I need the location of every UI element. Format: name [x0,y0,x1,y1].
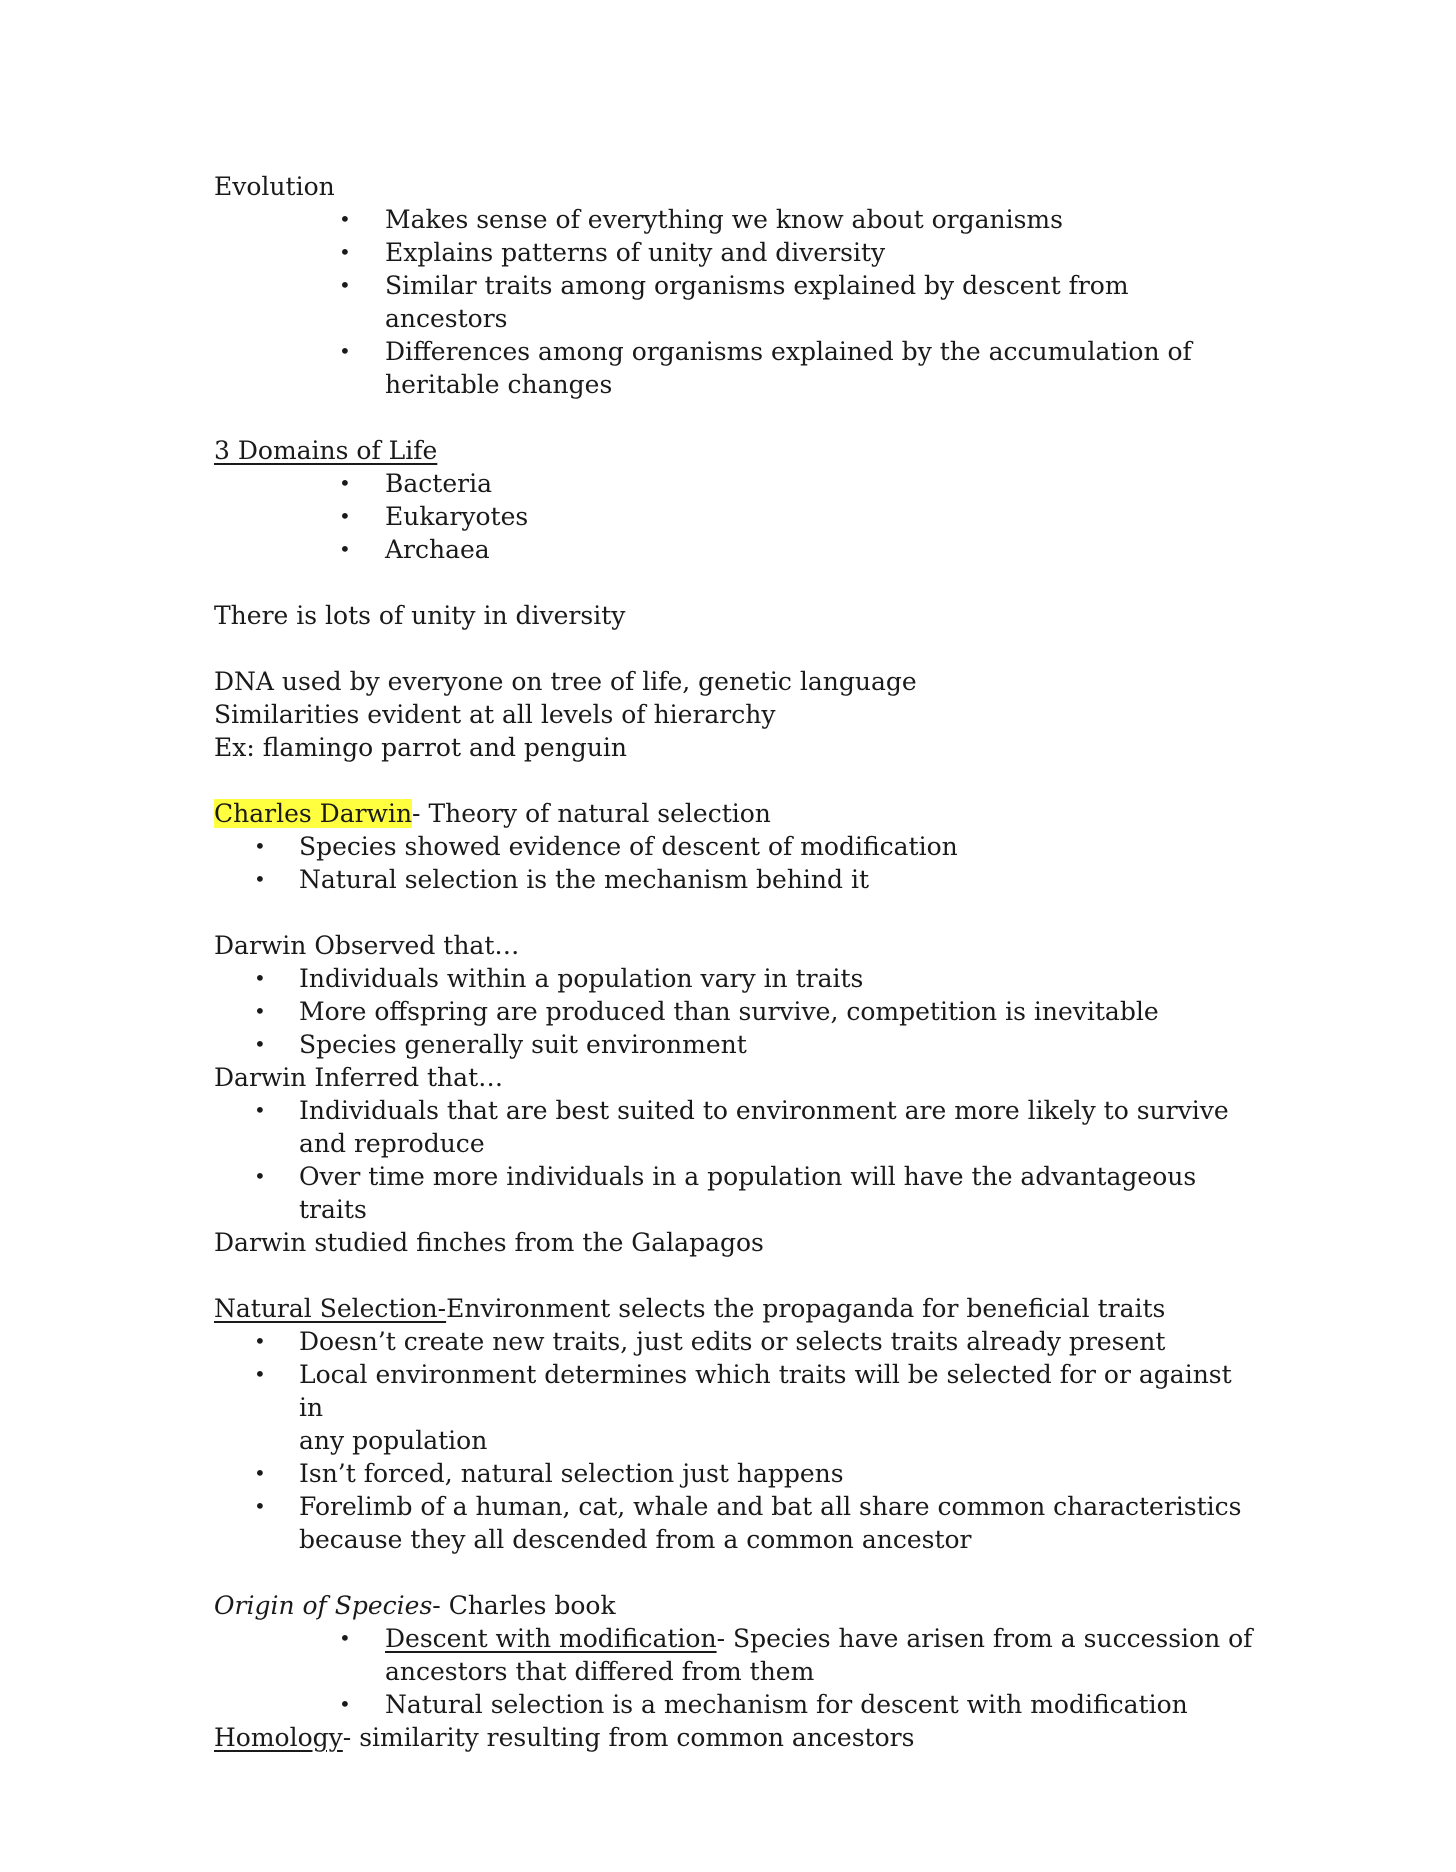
list-item: • Natural selection is the mechanism behind it [254,865,870,894]
bullet-icon: • [339,207,351,231]
dna-line: Ex: flamingo parrot and penguin [214,733,628,762]
homology-heading: Homology- similarity resulting from common ancestors [214,1723,915,1752]
observed-list [214,962,1254,1061]
observed-heading: Darwin Observed that… [214,931,520,960]
list-item: • Bacteria [339,469,492,498]
origin-list [214,1622,1254,1721]
bullet-icon: • [254,1494,266,1518]
list-item: • Doesn’t create new traits, just edits or selects traits already present [254,1327,1166,1356]
list-item: • Individuals within a population vary in traits [254,964,864,993]
dna-line: DNA used by everyone on tree of life, genetic language [214,667,917,696]
domains-list [214,467,1254,566]
bullet-icon: • [254,1362,266,1386]
list-item: • Makes sense of everything we know about organisms [339,205,1063,234]
list-item-continuation: ancestors that differed from them [385,1657,815,1686]
finches-line: Darwin studied finches from the Galapagos [214,1228,764,1257]
bullet-icon: • [339,1692,351,1716]
natural-selection-heading: Natural Selection-Environment selects the propaganda for beneficial traits [214,1294,1166,1323]
natural-selection-list [214,1325,1254,1556]
bullet-icon: • [254,867,266,891]
dna-line: Similarities evident at all levels of hierarchy [214,700,776,729]
list-item: • Eukaryotes [339,502,529,531]
list-item: • Natural selection is a mechanism for descent with modification [339,1690,1188,1719]
list-item: • More offspring are produced than survive, competition is inevitable [254,997,1159,1026]
origin-heading: Origin of Species- Charles book [214,1591,616,1620]
list-item-continuation: and reproduce [299,1129,485,1158]
list-item: • Forelimb of a human, cat, whale and bat all share common characteristics [254,1492,1242,1521]
unity-line: There is lots of unity in diversity [214,601,626,630]
inferred-heading: Darwin Inferred that… [214,1063,504,1092]
darwin-list [214,830,1254,896]
list-item: • Individuals that are best suited to environment are more likely to survive [254,1096,1229,1125]
bullet-icon: • [254,966,266,990]
bullet-icon: • [254,834,266,858]
bullet-icon: • [254,1164,266,1188]
bullet-icon: • [254,1032,266,1056]
highlighted-term: Charles Darwin [214,799,413,828]
bullet-icon: • [339,240,351,264]
list-item: • Isn’t forced, natural selection just happens [254,1459,844,1488]
list-item: • Descent with modification- Species have arisen from a succession of [339,1624,1253,1653]
evolution-heading: Evolution [214,172,335,201]
list-item-continuation: heritable changes [385,370,613,399]
bullet-icon: • [339,504,351,528]
bullet-icon: • [339,273,351,297]
list-item: • Archaea [339,535,490,564]
bullet-icon: • [254,1461,266,1485]
bullet-icon: • [254,999,266,1023]
inferred-list [214,1094,1254,1226]
bullet-icon: • [254,1098,266,1122]
list-item: • Similar traits among organisms explained by descent from ancestors [339,271,1129,333]
list-item-continuation: any population [299,1426,488,1455]
domains-heading: 3 Domains of Life [214,436,438,465]
list-item: • Differences among organisms explained by the accumulation of [339,337,1192,366]
list-item: • Species generally suit environment [254,1030,747,1059]
notes-body [214,170,1254,1754]
evolution-list [214,203,1254,401]
bullet-icon: • [339,339,351,363]
list-item: • Species showed evidence of descent of modification [254,832,958,861]
bullet-icon: • [339,1626,351,1650]
list-item-continuation: because they all descended from a common ancestor [299,1525,972,1554]
list-item: • Explains patterns of unity and diversity [339,238,886,267]
list-item: • Over time more individuals in a population will have the advantageous traits [254,1162,1197,1224]
darwin-heading: Charles Darwin- Theory of natural selection [214,799,771,828]
bullet-icon: • [254,1329,266,1353]
bullet-icon: • [339,471,351,495]
bullet-icon: • [339,537,351,561]
list-item: • Local environment determines which traits will be selected for or against in [254,1360,1232,1422]
